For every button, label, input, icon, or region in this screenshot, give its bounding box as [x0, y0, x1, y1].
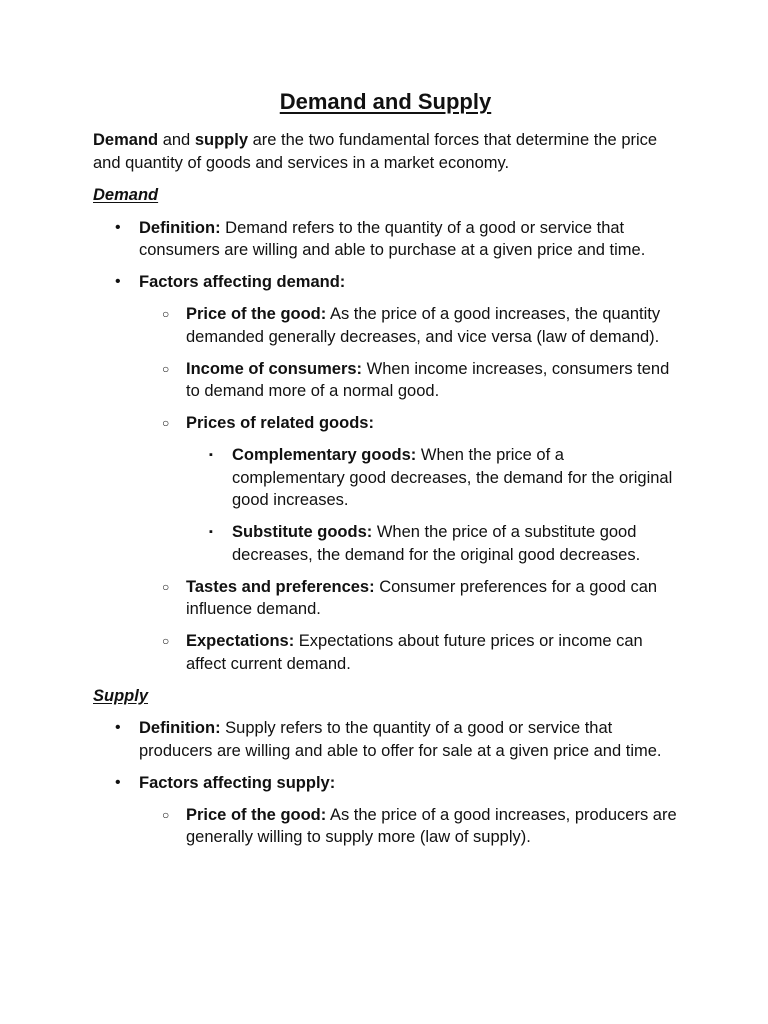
bullet-circle-icon: ○ [162, 416, 170, 430]
bullet-circle-icon: ○ [162, 361, 170, 376]
supply-price-label: Price of the good: [186, 805, 327, 824]
demand-substitute-item [93, 521, 678, 566]
demand-related-label: Prices of related goods: [186, 414, 374, 432]
bullet-disc-icon: • [115, 218, 121, 236]
demand-definition-label: Definition: [139, 218, 221, 237]
supply-price-text: As the price of a good increases, producers are generally willing to supply more (law of supply). [186, 805, 677, 846]
bullet-disc-icon: • [115, 273, 121, 290]
intro-supply-word: supply [194, 131, 249, 149]
demand-tastes-item [93, 576, 678, 621]
demand-tastes-text: Consumer preferences for a good can influence demand. [186, 577, 658, 618]
supply-price-item [93, 804, 678, 849]
intro-and-word: and [162, 131, 191, 149]
bullet-disc-icon: • [115, 719, 121, 736]
demand-price-text: As the price of a good increases, the quantity demanded generally decreases, and vice versa (law of demand). [186, 305, 661, 346]
bullet-circle-icon: ○ [162, 579, 170, 594]
bullet-circle-icon: ○ [162, 807, 170, 822]
demand-substitute-label: Substitute goods: [232, 523, 373, 541]
demand-income-label: Income of consumers: [186, 359, 363, 378]
demand-tastes-label: Tastes and preferences: [186, 577, 375, 596]
intro-rest: are the two fundamental forces that determine the price and quantity of goods and services in a market economy. [93, 131, 658, 172]
bullet-circle-icon: ○ [162, 634, 170, 648]
demand-definition-text: Demand refers to the quantity of a good or service that consumers are willing and able to purchase at a given price and time. [139, 218, 646, 259]
demand-expectations-text: Expectations about future prices or income can affect current demand. [186, 632, 643, 673]
demand-complementary-item [93, 444, 678, 512]
demand-related-item [93, 412, 678, 435]
demand-substitute-text: When the price of a substitute good decreases, the demand for the original good decreases. [232, 523, 641, 564]
page-title: Demand and Supply [279, 89, 492, 114]
demand-list [93, 217, 678, 676]
intro-paragraph [93, 129, 678, 174]
supply-definition-item [93, 717, 678, 762]
intro-demand-word: Demand [93, 131, 159, 149]
bullet-square-icon: ▪ [209, 449, 213, 461]
demand-definition-item [93, 217, 678, 262]
bullet-circle-icon: ○ [162, 307, 170, 321]
demand-expectations-label: Expectations: [186, 632, 295, 650]
supply-definition-label: Definition: [139, 719, 221, 737]
supply-factors-item [93, 772, 678, 795]
bullet-square-icon: ▪ [209, 526, 213, 538]
demand-price-item [93, 303, 678, 348]
demand-heading: Demand [93, 186, 159, 204]
demand-expectations-item [93, 630, 678, 675]
demand-complementary-label: Complementary goods: [232, 446, 417, 464]
demand-income-item [93, 358, 678, 403]
supply-list [93, 717, 678, 849]
demand-income-text: When income increases, consumers tend to demand more of a normal good. [186, 359, 670, 400]
bullet-disc-icon: • [115, 773, 121, 791]
demand-factors-label: Factors affecting demand: [139, 273, 346, 291]
supply-factors-label: Factors affecting supply: [139, 773, 336, 792]
supply-heading: Supply [93, 686, 149, 705]
document-body [93, 88, 678, 858]
demand-complementary-text: When the price of a complementary good decreases, the demand for the original good increases. [232, 446, 673, 509]
demand-factors-item [93, 271, 678, 294]
demand-price-label: Price of the good: [186, 305, 327, 323]
supply-definition-text: Supply refers to the quantity of a good or service that producers are willing and able to offer for sale at a given price and time. [139, 719, 662, 760]
